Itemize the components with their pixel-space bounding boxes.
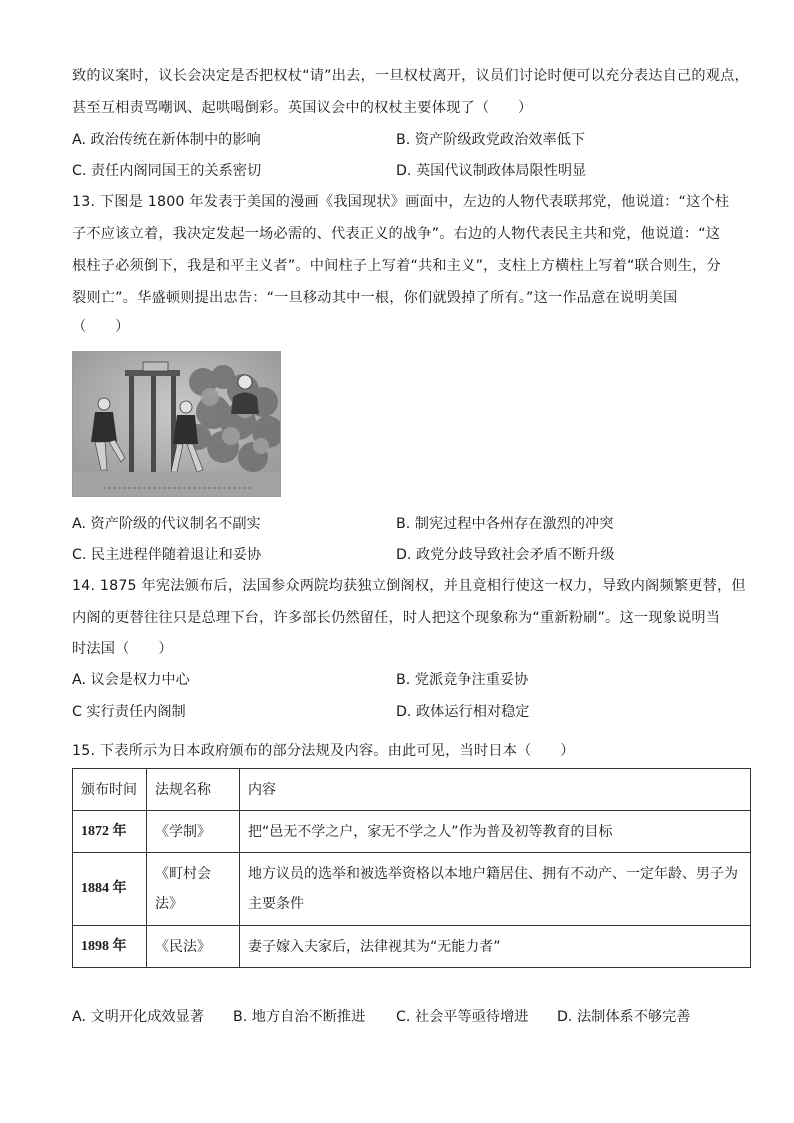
q12-option-a[interactable]: A. 政治传统在新体制中的影响 (72, 132, 261, 148)
q12-option-b[interactable]: B. 资产阶级政党政治效率低下 (396, 132, 586, 148)
q14-option-a[interactable]: A. 议会是权力中心 (72, 672, 190, 688)
q14-option-c[interactable]: C 实行责任内阁制 (72, 704, 186, 720)
q13-option-b[interactable]: B. 制宪过程中各州存在激烈的冲突 (396, 516, 614, 532)
q14-stem-line2: 内阁的更替往往只是总理下台，许多部长仍然留任，时人把这个现象称为“重新粉刷”。这一现象说明当 (72, 610, 721, 626)
table-cell-name: 《学制》 (147, 811, 240, 853)
q15-option-b[interactable]: B. 地方自治不断推进 (233, 1009, 366, 1025)
table-cell-content: 地方议员的选举和被选举资格以本地户籍居住、拥有不动产、一定年龄、男子为主要条件 (240, 853, 751, 926)
table-cell-year: 1872 年 (73, 811, 147, 853)
q13-option-a[interactable]: A. 资产阶级的代议制名不副实 (72, 516, 261, 532)
cartoon-image (73, 352, 281, 497)
table-header-cell: 法规名称 (147, 769, 240, 811)
q14-stem-line1: 14. 1875 年宪法颁布后，法国参众两院均获独立倒阁权，并且竟相行使这一权力，导致内阁频繁更替，但 (72, 578, 746, 594)
table-header-row (73, 769, 751, 811)
q15-stem-line1: 15. 下表所示为日本政府颁布的部分法规及内容。由此可见，当时日本（ ） (72, 743, 575, 759)
q13-stem-line1: 13. 下图是 1800 年发表于美国的漫画《我国现状》画面中，左边的人物代表联邦党，他说道：“这个柱 (72, 194, 730, 210)
table-cell-name: 《町村会法》 (147, 853, 240, 926)
q14-option-b[interactable]: B. 党派竞争注重妥协 (396, 672, 529, 688)
q12-option-c[interactable]: C. 责任内阁同国王的关系密切 (72, 163, 262, 179)
q15-option-d[interactable]: D. 法制体系不够完善 (557, 1009, 691, 1025)
q13-stem-line5: （ ） (72, 319, 130, 335)
q14-option-d[interactable]: D. 政体运行相对稳定 (396, 704, 530, 720)
table-row (73, 926, 751, 968)
q12-option-d[interactable]: D. 英国代议制政体局限性明显 (396, 163, 587, 179)
q13-option-c[interactable]: C. 民主进程伴随着退让和妥协 (72, 547, 262, 563)
table-header-cell: 颁布时间 (73, 769, 147, 811)
table-cell-content: 妻子嫁入夫家后，法律视其为“无能力者” (240, 926, 751, 968)
table-cell-year: 1898 年 (73, 926, 147, 968)
q13-stem-line2: 子不应该立着，我决定发起一场必需的、代表正义的战争”。右边的人物代表民主共和党，他说道：“这 (72, 226, 721, 242)
q12-stem-line1: 致的议案时，议长会决定是否把权杖“请”出去，一旦权杖离开，议员们讨论时便可以充分表达自己的观点， (72, 68, 749, 84)
table-row (73, 853, 751, 926)
laws-table (72, 768, 751, 968)
q13-stem-line3: 根柱子必须倒下，我是和平主义者”。中间柱子上写着“共和主义”，支柱上方横柱上写着“联合则生，分 (72, 258, 721, 274)
cartoon-figure (72, 351, 281, 497)
q12-stem-line2: 甚至互相责骂嘲讽、起哄喝倒彩。英国议会中的权杖主要体现了（ ） (72, 100, 533, 116)
q14-stem-line3: 时法国（ ） (72, 641, 173, 657)
q15-option-c[interactable]: C. 社会平等亟待增进 (396, 1009, 529, 1025)
table-cell-name: 《民法》 (147, 926, 240, 968)
q13-option-d[interactable]: D. 政党分歧导致社会矛盾不断升级 (396, 547, 615, 563)
table-cell-year: 1884 年 (73, 853, 147, 926)
table-header-cell: 内容 (240, 769, 751, 811)
q15-option-a[interactable]: A. 文明开化成效显著 (72, 1009, 204, 1025)
table-cell-content: 把“邑无不学之户，家无不学之人”作为普及初等教育的目标 (240, 811, 751, 853)
q13-stem-line4: 裂则亡”。华盛顿则提出忠告：“一旦移动其中一根，你们就毁掉了所有。”这一作品意在说明美国 (72, 290, 678, 306)
table-row (73, 811, 751, 853)
